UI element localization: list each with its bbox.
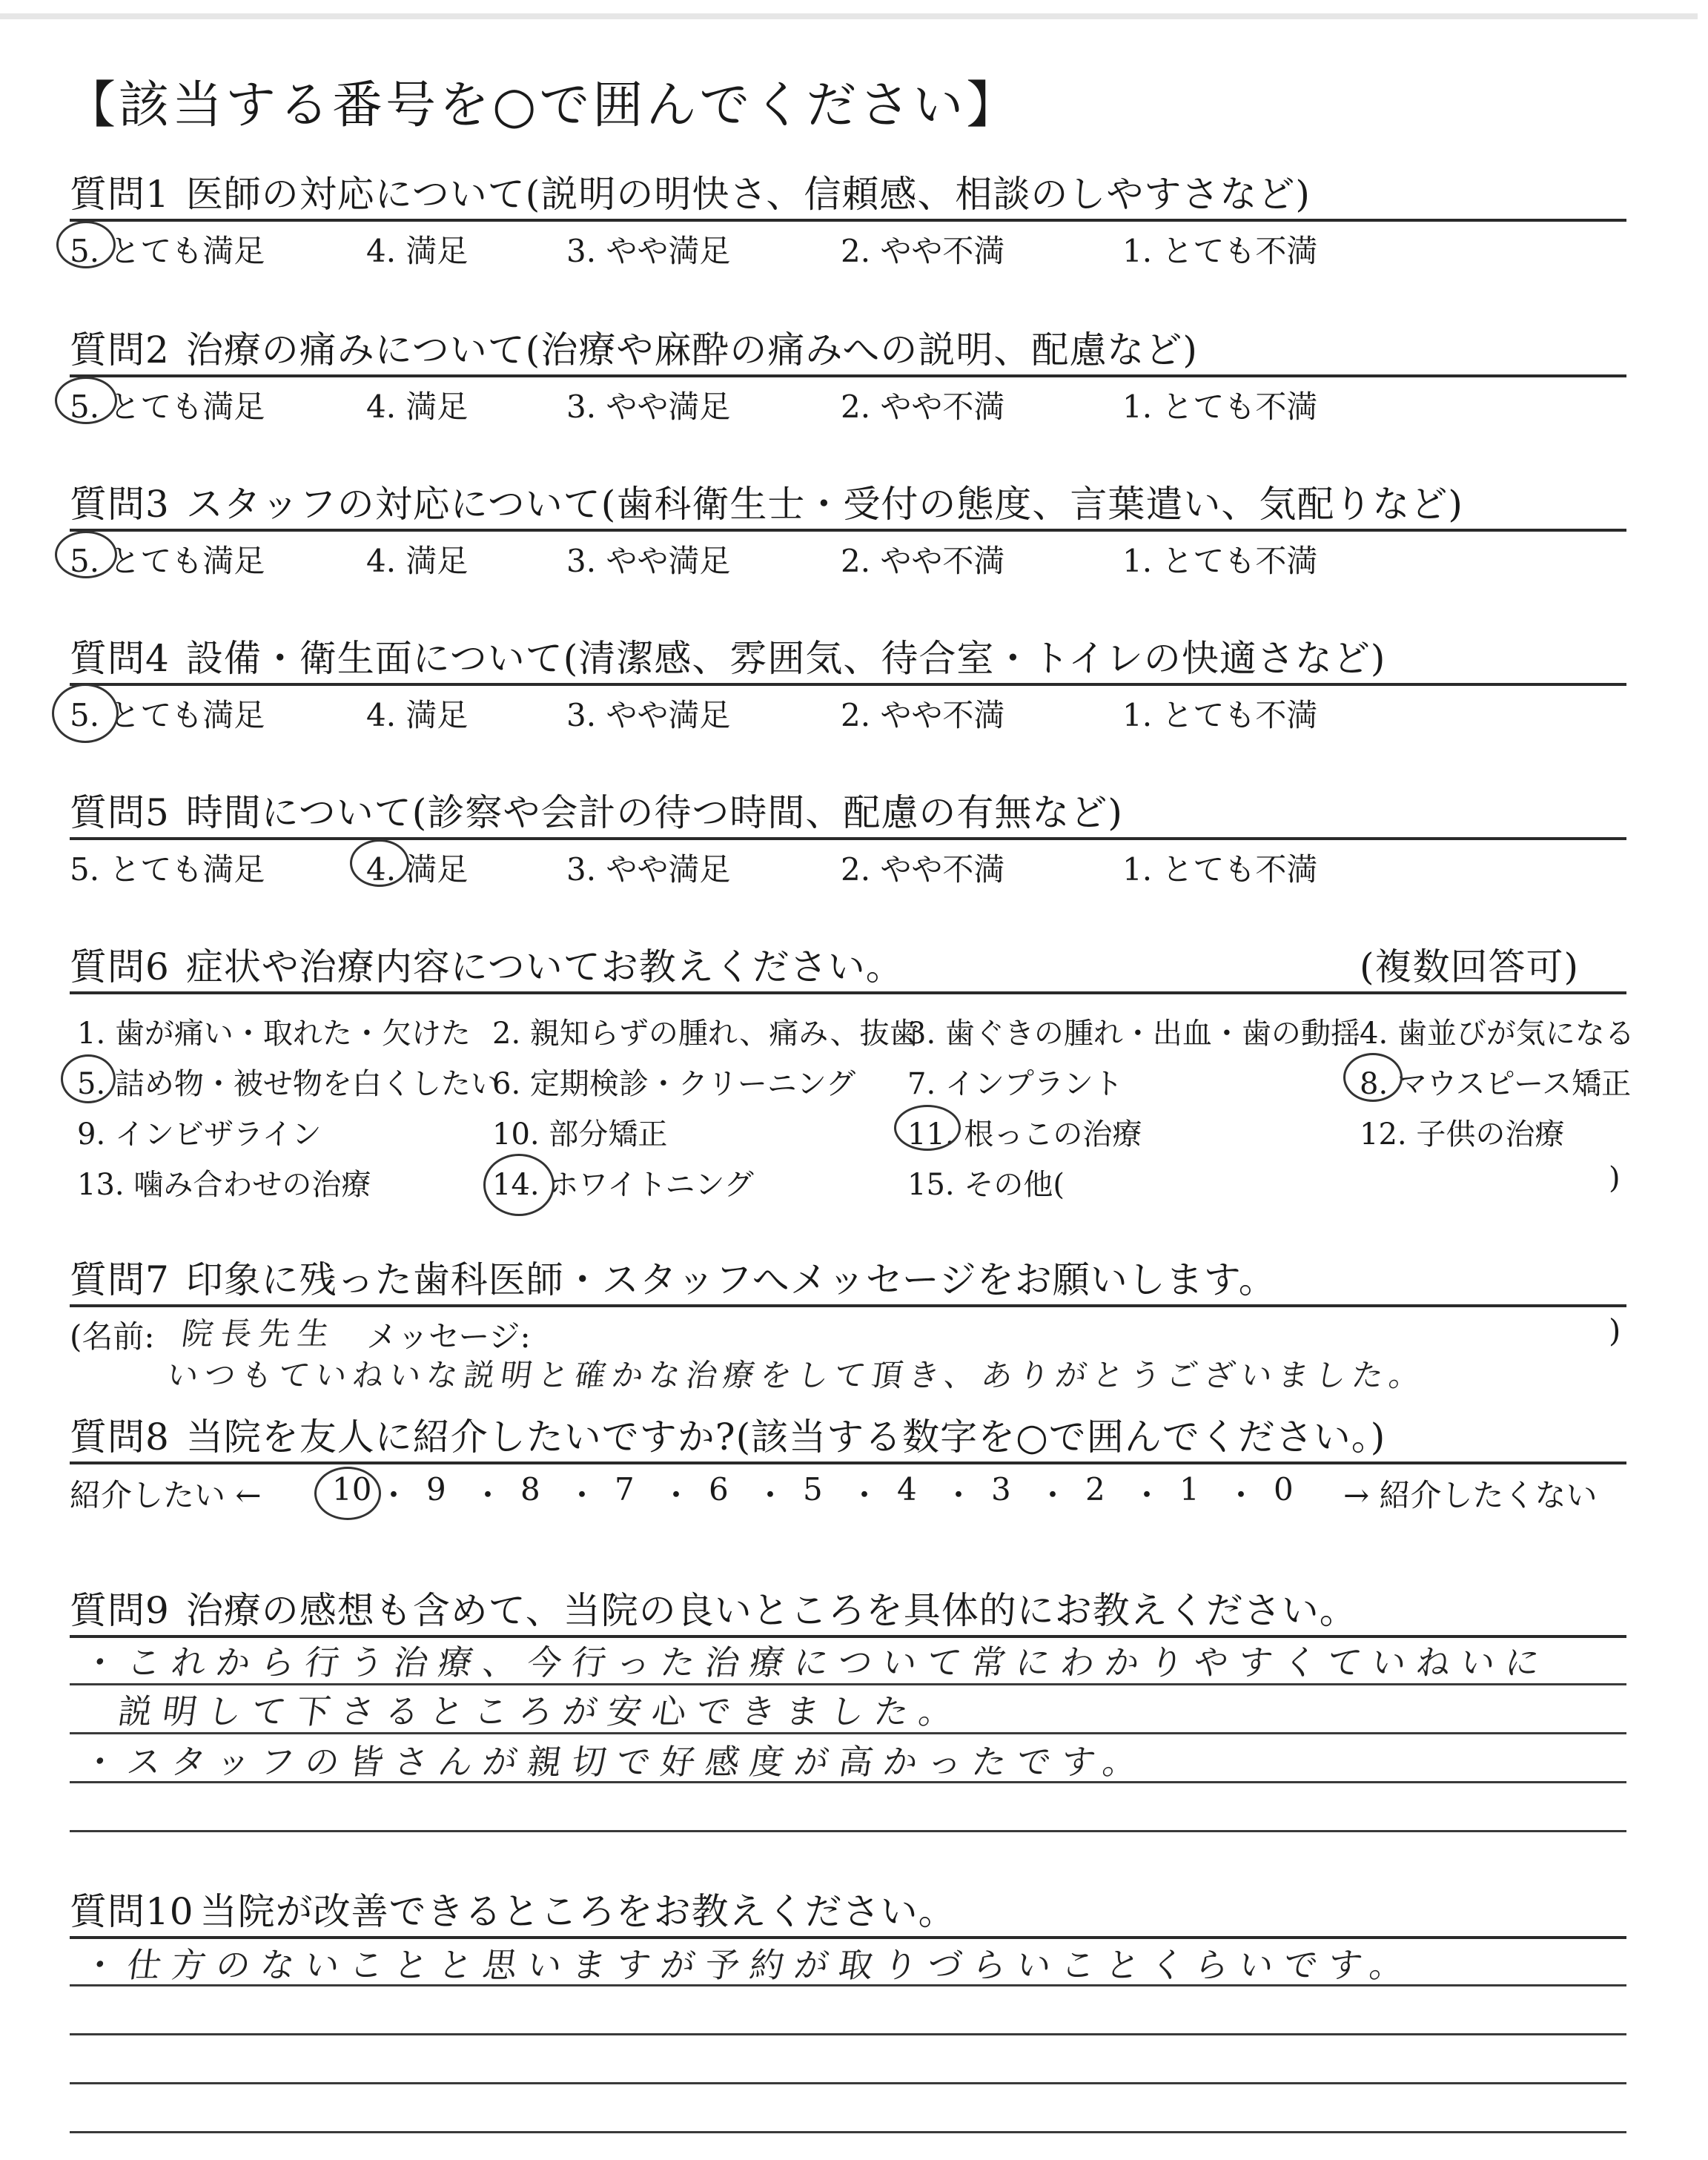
question-9-text: 治療の感想も含めて、当院の良いところを具体的にお教えください。 bbox=[185, 1589, 1357, 1632]
q6-item-3[interactable]: 3. 歯ぐきの腫れ・出血・歯の動揺 bbox=[907, 1017, 1360, 1051]
q6-item-10[interactable]: 10. 部分矯正 bbox=[492, 1117, 668, 1152]
q6-item-14[interactable]: 14. ホワイトニング bbox=[492, 1168, 754, 1202]
q9-answer-text-1: ・これから行う治療、今行った治療について常にわかりやすくていねいに bbox=[79, 1642, 1553, 1682]
question-8-number: 質問8 bbox=[70, 1416, 170, 1459]
question-6-rule bbox=[70, 991, 1626, 994]
question-6-heading bbox=[70, 937, 904, 991]
q3-selected-circle bbox=[55, 531, 117, 578]
q6-item-15[interactable]: 15. その他( bbox=[907, 1168, 1065, 1202]
question-7-number: 質問7 bbox=[70, 1258, 170, 1301]
q6-item-2[interactable]: 2. 親知らずの腫れ、痛み、抜歯 bbox=[492, 1017, 919, 1051]
q1-option-4[interactable]: 4. 満足 bbox=[366, 233, 469, 269]
q6-selected-circle-8 bbox=[1343, 1053, 1403, 1102]
q8-scale-value-1[interactable]: 1 bbox=[1179, 1471, 1199, 1507]
q8-scale-separator: ・ bbox=[661, 1477, 692, 1513]
q6-selected-circle-11 bbox=[894, 1105, 961, 1151]
q6-item-11[interactable]: 11. 根っこの治療 bbox=[907, 1117, 1142, 1152]
q5-option-5[interactable]: 5. とても満足 bbox=[70, 851, 265, 888]
q8-scale-separator: ・ bbox=[1131, 1477, 1163, 1513]
q8-left-label: 紹介したい ← bbox=[70, 1477, 262, 1513]
q6-item-8[interactable]: 8. マウスピース矯正 bbox=[1360, 1067, 1632, 1101]
q8-selected-circle bbox=[314, 1467, 381, 1520]
question-10-number: 質問10 bbox=[70, 1890, 194, 1933]
q6-item-7[interactable]: 7. インプラント bbox=[907, 1067, 1123, 1101]
q1-option-1[interactable]: 1. とても不満 bbox=[1122, 233, 1318, 269]
question-1-heading bbox=[70, 165, 1311, 218]
q8-scale-value-5[interactable]: 5 bbox=[803, 1471, 823, 1507]
q2-option-2[interactable]: 2. やや不満 bbox=[841, 389, 1005, 425]
q8-scale-separator: ・ bbox=[566, 1477, 598, 1513]
question-6-number: 質問6 bbox=[70, 945, 170, 988]
q6-item-4[interactable]: 4. 歯並びが気になる bbox=[1360, 1017, 1635, 1051]
question-4-number: 質問4 bbox=[70, 637, 170, 680]
q8-scale-value-7[interactable]: 7 bbox=[615, 1471, 635, 1507]
q2-option-4[interactable]: 4. 満足 bbox=[366, 389, 469, 425]
question-7-text: 印象に残った歯科医師・スタッフへメッセージをお願いします。 bbox=[185, 1258, 1277, 1301]
question-3-text: スタッフの対応について(歯科衛生士・受付の態度、言葉遣い、気配りなど) bbox=[185, 483, 1463, 526]
question-1-text: 医師の対応について(説明の明快さ、信頼感、相談のしやすさなど) bbox=[185, 173, 1311, 216]
q6-selected-circle-5 bbox=[61, 1054, 116, 1103]
q1-option-2[interactable]: 2. やや不満 bbox=[841, 233, 1005, 269]
q1-option-5[interactable]: 5. とても満足 bbox=[70, 233, 265, 269]
question-4-text: 設備・衛生面について(清潔感、雰囲気、待合室・トイレの快適さなど) bbox=[185, 637, 1386, 680]
question-7-rule bbox=[70, 1304, 1626, 1307]
q2-option-1[interactable]: 1. とても不満 bbox=[1122, 389, 1318, 425]
question-4-heading bbox=[70, 629, 1386, 682]
q4-option-4[interactable]: 4. 満足 bbox=[366, 697, 469, 733]
q5-option-1[interactable]: 1. とても不満 bbox=[1122, 851, 1318, 888]
q9-answer-text-3: ・スタッフの皆さんが親切で好感度が高かったです。 bbox=[79, 1742, 1151, 1782]
question-3-number: 質問3 bbox=[70, 483, 170, 526]
q8-scale-separator: ・ bbox=[943, 1477, 975, 1513]
q8-scale-value-10[interactable]: 10 bbox=[332, 1471, 372, 1507]
page-title: 【該当する番号を○で囲んでください】 bbox=[65, 76, 1020, 135]
q6-item-15-close-paren: ) bbox=[1609, 1161, 1621, 1195]
scan-top-edge bbox=[0, 13, 1698, 19]
q6-item-5[interactable]: 5. 詰め物・被せ物を白くしたい bbox=[77, 1067, 500, 1101]
question-2-number: 質問2 bbox=[70, 328, 170, 371]
question-10-heading bbox=[70, 1882, 956, 1935]
question-9-number: 質問9 bbox=[70, 1589, 170, 1632]
question-5-rule bbox=[70, 837, 1626, 840]
q8-scale-value-8[interactable]: 8 bbox=[520, 1471, 540, 1507]
q5-selected-circle bbox=[350, 839, 409, 887]
question-8-text: 当院を友人に紹介したいですか?(該当する数字を○で囲んでください。) bbox=[185, 1416, 1386, 1459]
q4-option-1[interactable]: 1. とても不満 bbox=[1122, 697, 1318, 733]
question-10-text: 当院が改善できるところをお教えください。 bbox=[199, 1890, 956, 1933]
q2-selected-circle bbox=[55, 377, 117, 424]
question-3-heading bbox=[70, 475, 1463, 528]
q8-scale-separator: ・ bbox=[1225, 1477, 1257, 1513]
q6-item-1[interactable]: 1. 歯が痛い・取れた・欠けた bbox=[77, 1017, 471, 1051]
q8-scale-separator: ・ bbox=[755, 1477, 787, 1513]
q9-answer-text-2: 説明して下さるところが安心できました。 bbox=[115, 1691, 967, 1731]
q10-answer-line-2 bbox=[70, 2033, 1626, 2035]
q4-option-2[interactable]: 2. やや不満 bbox=[841, 697, 1005, 733]
q3-option-5[interactable]: 5. とても満足 bbox=[70, 543, 265, 579]
q2-option-5[interactable]: 5. とても満足 bbox=[70, 389, 265, 425]
question-2-text: 治療の痛みについて(治療や麻酔の痛みへの説明、配慮など) bbox=[185, 328, 1198, 371]
q4-option-3[interactable]: 3. やや満足 bbox=[566, 697, 731, 733]
question-7-heading bbox=[70, 1250, 1277, 1304]
question-3-rule bbox=[70, 529, 1626, 532]
q4-selected-circle bbox=[52, 684, 119, 743]
q8-right-label: → 紹介したくない bbox=[1343, 1477, 1598, 1513]
question-5-number: 質問5 bbox=[70, 791, 170, 834]
q5-option-4[interactable]: 4. 満足 bbox=[366, 851, 469, 888]
q9-answer-line-4 bbox=[70, 1830, 1626, 1832]
q7-close-paren: ) bbox=[1609, 1312, 1621, 1349]
question-1-rule bbox=[70, 219, 1626, 222]
q6-item-13[interactable]: 13. 噛み合わせの治療 bbox=[77, 1168, 371, 1202]
q6-item-12[interactable]: 12. 子供の治療 bbox=[1360, 1117, 1565, 1152]
q10-answer-line-3 bbox=[70, 2082, 1626, 2084]
q8-scale-value-4[interactable]: 4 bbox=[897, 1471, 917, 1507]
q6-selected-circle-14 bbox=[483, 1154, 555, 1216]
q8-scale-separator: ・ bbox=[1037, 1477, 1069, 1513]
question-2-rule bbox=[70, 374, 1626, 377]
q2-option-3[interactable]: 3. やや満足 bbox=[566, 389, 731, 425]
q8-scale-separator: ・ bbox=[378, 1477, 410, 1513]
q8-scale-separator: ・ bbox=[849, 1477, 881, 1513]
q7-message: いつもていねいな説明と確かな治療をして頂き、ありがとうございました。 bbox=[165, 1357, 1429, 1393]
question-8-rule bbox=[70, 1462, 1626, 1464]
question-5-heading bbox=[70, 783, 1123, 836]
q5-option-2[interactable]: 2. やや不満 bbox=[841, 851, 1005, 888]
q10-answer-line-4 bbox=[70, 2131, 1626, 2133]
q8-scale-value-2[interactable]: 2 bbox=[1085, 1471, 1105, 1507]
q6-item-9[interactable]: 9. インビザライン bbox=[77, 1117, 322, 1152]
q1-selected-circle bbox=[56, 221, 116, 268]
q8-scale-value-0[interactable]: 0 bbox=[1274, 1471, 1294, 1507]
q4-option-5[interactable]: 5. とても満足 bbox=[70, 697, 265, 733]
q6-item-6[interactable]: 6. 定期検診・クリーニング bbox=[492, 1067, 856, 1101]
q3-option-3[interactable]: 3. やや満足 bbox=[566, 543, 731, 579]
multiple-answers-note: (複数回答可) bbox=[1360, 945, 1580, 988]
q3-option-2[interactable]: 2. やや不満 bbox=[841, 543, 1005, 579]
question-8-heading bbox=[70, 1407, 1386, 1461]
question-9-heading bbox=[70, 1581, 1357, 1634]
q7-name-label: (名前: bbox=[70, 1318, 155, 1355]
question-2-heading bbox=[70, 320, 1198, 374]
q7-name-value: 院長先生 bbox=[179, 1315, 340, 1352]
q8-scale-separator: ・ bbox=[472, 1477, 504, 1513]
q8-scale-value-3[interactable]: 3 bbox=[991, 1471, 1011, 1507]
q5-option-3[interactable]: 3. やや満足 bbox=[566, 851, 731, 888]
q3-option-1[interactable]: 1. とても不満 bbox=[1122, 543, 1318, 579]
q1-option-3[interactable]: 3. やや満足 bbox=[566, 233, 731, 269]
question-5-text: 時間について(診察や会計の待つ時間、配慮の有無など) bbox=[185, 791, 1123, 834]
q7-message-label: メッセージ: bbox=[366, 1318, 531, 1355]
q8-scale-value-6[interactable]: 6 bbox=[709, 1471, 729, 1507]
q8-scale-value-9[interactable]: 9 bbox=[426, 1471, 446, 1507]
question-6-text: 症状や治療内容についてお教えください。 bbox=[185, 945, 904, 988]
question-1-number: 質問1 bbox=[70, 173, 170, 216]
question-4-rule bbox=[70, 683, 1626, 686]
q10-answer-text-1: ・仕方のないことと思いますが予約が取りづらいことくらいです。 bbox=[79, 1945, 1417, 1985]
q3-option-4[interactable]: 4. 満足 bbox=[366, 543, 469, 579]
